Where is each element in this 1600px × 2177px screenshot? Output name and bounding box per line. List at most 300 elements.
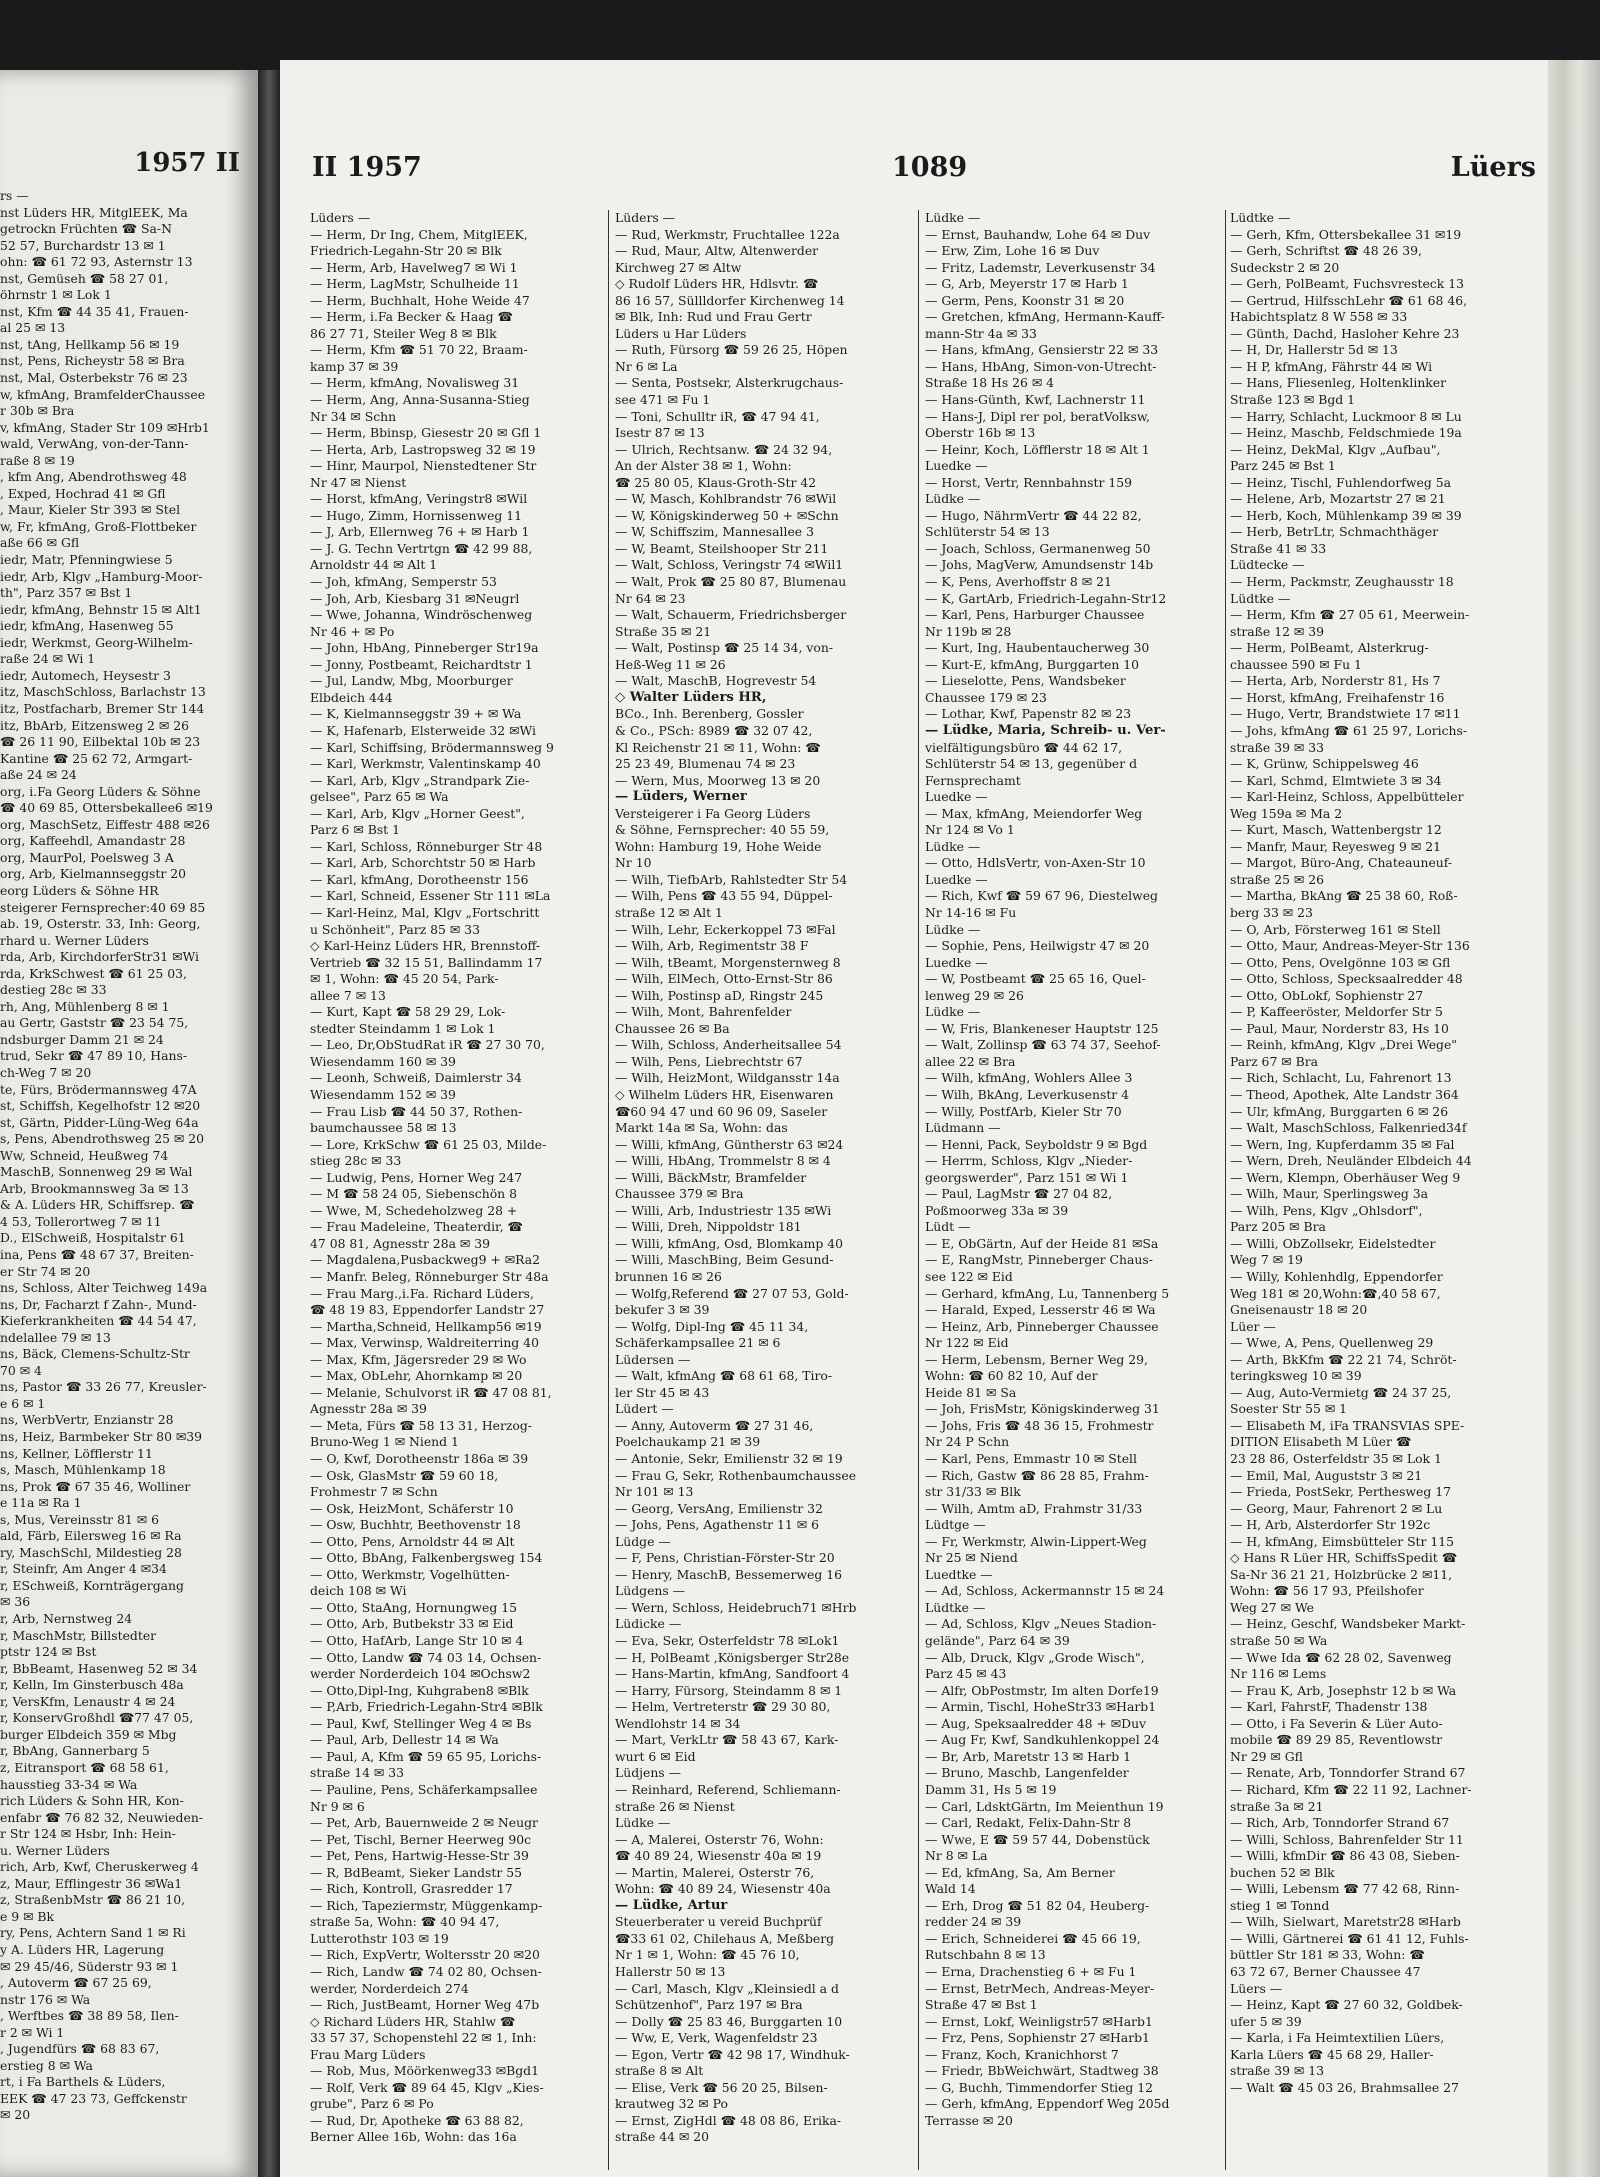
directory-entry-line: — P, Kaffeeröster, Meldorfer Str 5: [1230, 1004, 1443, 1020]
directory-entry-line: ☎ 25 80 05, Klaus-Groth-Str 42: [615, 474, 817, 490]
directory-entry-line: straße 44 ✉ 20: [615, 2129, 709, 2145]
directory-entry-line: Lüdgens —: [615, 1583, 686, 1599]
right-page: [280, 60, 1600, 2177]
page-catchword: Lüers: [1450, 152, 1536, 183]
directory-entry-line: wald, VerwAng, von-der-Tann-: [0, 436, 189, 452]
directory-entry-line: mann-Str 4a ✉ 33: [925, 325, 1037, 341]
directory-entry-line: — Ernst, Bauhandw, Lohe 64 ✉ Duv: [925, 226, 1151, 242]
directory-entry-line: — Willi, Arb, Industriestr 135 ✉Wi: [615, 1202, 832, 1218]
directory-entry-line: Nr 10: [615, 855, 652, 871]
directory-entry-line: straße 39 ✉ 33: [1230, 739, 1324, 755]
directory-entry-line: Lüdke —: [925, 210, 981, 225]
directory-entry-line: ptstr 124 ✉ Bst: [0, 1644, 97, 1660]
directory-entry-line: baumchaussee 58 ✉ 13: [310, 1120, 457, 1136]
directory-entry-line: z, StraßenbMstr ☎ 86 21 10,: [0, 1892, 186, 1908]
directory-entry-line: allee 22 ✉ Bra: [925, 1053, 1016, 1069]
directory-entry-line: — Wilh, Arb, Regimentstr 38 F: [615, 938, 809, 954]
directory-entry-line: — Johs, Pens, Agathenstr 11 ✉ 6: [615, 1517, 819, 1533]
directory-entry-line: — Heinz, Geschf, Wandsbeker Markt-: [1230, 1616, 1466, 1632]
directory-entry-line: — Joh, FrisMstr, Königskinderweg 31: [925, 1401, 1160, 1417]
directory-entry-line: — Walt, MaschB, Hogrevestr 54: [615, 673, 817, 689]
directory-entry-line: Nr 124 ✉ Vo 1: [925, 822, 1015, 838]
directory-entry-line: 4 53, Tollerortweg 7 ✉ 11: [0, 1213, 162, 1229]
directory-entry-line: — Karl-Heinz, Mal, Klgv „Fortschritt: [310, 904, 540, 920]
directory-entry-line: — Frau Marg.,i.Fa. Richard Lüders,: [310, 1285, 534, 1301]
directory-entry-line: — Wilh, Pens, Klgv „Ohlsdorf",: [1230, 1202, 1423, 1218]
directory-entry-line: bekufer 3 ✉ 39: [615, 1302, 710, 1318]
directory-entry-line: — H, Dr, Hallerstr 5d ✉ 13: [1230, 342, 1398, 358]
directory-entry-line: chaussee 590 ✉ Fu 1: [1230, 656, 1362, 672]
directory-entry-line: — Georg, Maur, Fahrenort 2 ✉ Lu: [1230, 1500, 1443, 1516]
directory-entry-line: — Max, kfmAng, Meiendorfer Weg: [925, 805, 1143, 821]
directory-entry-line: — Fritz, Lademstr, Leverkusenstr 34: [925, 259, 1156, 275]
directory-entry-line: Nr 122 ✉ Eid: [925, 1335, 1009, 1351]
directory-entry-line: — Henni, Pack, Seyboldstr 9 ✉ Bgd: [925, 1136, 1148, 1152]
directory-entry-line: — Hinr, Maurpol, Nienstedtener Str: [310, 458, 537, 474]
directory-entry-line: — Alfr, ObPostmstr, Im alten Dorfe19: [925, 1682, 1159, 1698]
directory-entry-line: — Horst, Vertr, Rennbahnstr 159: [925, 474, 1132, 490]
left-page: [0, 70, 258, 2177]
directory-entry-line: — Wilh, HeizMont, Wildgansstr 14a: [615, 1070, 840, 1086]
directory-entry-line: iedr, Matr, Pfenningwiese 5: [0, 552, 173, 568]
directory-entry-line: — Walt, Prok ☎ 25 80 87, Blumenau: [615, 574, 847, 590]
directory-entry-line: — Aug, Speksaalredder 48 + ✉Duv: [925, 1715, 1147, 1731]
directory-entry-line: — G, Arb, Meyerstr 17 ✉ Harb 1: [925, 276, 1129, 292]
directory-entry-line: Frau Marg Lüders: [310, 2046, 426, 2062]
directory-entry-line: ns, Dr, Facharzt f Zahn-, Mund-: [0, 1296, 197, 1312]
directory-entry-line: Straße 123 ✉ Bgd 1: [1230, 392, 1356, 408]
directory-entry-line: e 9 ✉ Bk: [0, 1908, 55, 1924]
directory-entry-line: — Gerh, Schriftst ☎ 48 26 39,: [1230, 243, 1422, 259]
directory-entry-line: Luedke —: [925, 789, 988, 805]
directory-entry-line: — Heinz, Kapt ☎ 27 60 32, Goldbek-: [1230, 1997, 1463, 2013]
directory-entry-line: — Germ, Pens, Koonstr 31 ✉ 20: [925, 292, 1125, 308]
directory-entry-line: r, Arb, Nernstweg 24: [0, 1611, 133, 1627]
directory-entry-line: — Helene, Arb, Mozartstr 27 ✉ 21: [1230, 491, 1446, 507]
directory-entry-line: Vertrieb ☎ 32 15 51, Ballindamm 17: [310, 954, 543, 970]
directory-entry-line: — Karl, Schneid, Essener Str 111 ✉La: [310, 888, 551, 904]
directory-entry-line: st, Gärtn, Pidder-Lüng-Weg 64a: [0, 1114, 199, 1130]
directory-entry-line: — Kurt, Kapt ☎ 58 29 29, Lok-: [310, 1004, 506, 1020]
directory-entry-line: werder Norderdeich 104 ✉Ochsw2: [310, 1666, 531, 1682]
directory-entry-line: th", Parz 357 ✉ Bst 1: [0, 585, 133, 601]
directory-entry-line: Lüdjens —: [615, 1765, 681, 1781]
directory-entry-line: — K, Kielmannseggstr 39 + ✉ Wa: [310, 706, 522, 722]
directory-entry-line: ◇ Hans R Lüer HR, SchiffsSpedit ☎: [1230, 1550, 1458, 1566]
directory-entry-line: — Paul, Arb, Dellestr 14 ✉ Wa: [310, 1732, 499, 1748]
directory-entry-line: — Karl, Schiffsing, Brödermannsweg 9: [310, 739, 554, 755]
directory-entry-line: — Rich, Kwf ☎ 59 67 96, Diestelweg: [925, 888, 1158, 904]
directory-entry-line: — Ernst, Lokf, Weinligstr57 ✉Harb1: [925, 2013, 1153, 2029]
directory-entry-line: org, MaschSetz, Eiffestr 488 ✉26: [0, 816, 210, 832]
directory-entry-line: — H, PolBeamt ,Königsberger Str28e: [615, 1649, 850, 1665]
directory-entry-line: — Walt ☎ 45 03 26, Brahmsallee 27: [1230, 2079, 1459, 2095]
directory-entry-line: — Walt, kfmAng ☎ 68 61 68, Tiro-: [615, 1368, 833, 1384]
directory-entry-line: ns, Kellner, Löfflerstr 11: [0, 1445, 153, 1461]
directory-entry-line: Parz 45 ✉ 43: [925, 1666, 1007, 1682]
directory-entry-line: itz, MaschSchloss, Barlachstr 13: [0, 684, 206, 700]
directory-entry-line: Berner Allee 16b, Wohn: das 16a: [310, 2129, 517, 2145]
directory-entry-line: ohn: ☎ 61 72 93, Asternstr 13: [0, 254, 193, 270]
directory-entry-line: — Paul, A, Kfm ☎ 59 65 95, Lorichs-: [310, 1748, 542, 1764]
directory-entry-line: Karla Lüers ☎ 45 68 29, Haller-: [1230, 2046, 1434, 2062]
directory-entry-line: — Erh, Drog ☎ 51 82 04, Heuberg-: [925, 1897, 1150, 1913]
directory-entry-line: — Otto,Dipl-Ing, Kuhgraben8 ✉Blk: [310, 1682, 529, 1698]
directory-entry-line: straße 25 ✉ 26: [1230, 871, 1324, 887]
directory-entry-line: — W, Fris, Blankeneser Hauptstr 125: [925, 1020, 1159, 1036]
directory-column-4: [1230, 210, 1530, 2170]
directory-entry-line: — Willi, ObZollsekr, Eidelstedter: [1230, 1235, 1436, 1251]
directory-entry-line: — J, Arb, Ellernweg 76 + ✉ Harb 1: [310, 524, 530, 540]
directory-entry-line: — Osw, Buchhtr, Beethovenstr 18: [310, 1517, 521, 1533]
directory-entry-line: — Wilh, Postinsp aD, Ringstr 245: [615, 987, 824, 1003]
directory-entry-line: rhard u. Werner Lüders: [0, 932, 149, 948]
directory-entry-line: — Karl, Arb, Schorchtstr 50 ✉ Harb: [310, 855, 536, 871]
directory-entry-line: Parz 6 ✉ Bst 1: [310, 822, 400, 838]
directory-entry-line: ndsburger Damm 21 ✉ 24: [0, 1031, 164, 1047]
directory-entry-line: — Wilh, ElMech, Otto-Ernst-Str 86: [615, 971, 833, 987]
directory-entry-line: Nr 9 ✉ 6: [310, 1798, 365, 1814]
directory-entry-line: steigerer Fernsprecher:40 69 85: [0, 899, 206, 915]
directory-entry-line: — Harald, Exped, Lesserstr 46 ✉ Wa: [925, 1302, 1156, 1318]
directory-entry-line: Luedke —: [925, 871, 988, 887]
directory-entry-line: — Meta, Fürs ☎ 58 13 31, Herzog-: [310, 1417, 532, 1433]
directory-entry-line: ns, Schloss, Alter Teichweg 149a: [0, 1280, 208, 1296]
directory-entry-line: — Carl, LdsktGärtn, Im Meienthun 19: [925, 1798, 1164, 1814]
directory-entry-line: — Walt, Zollinsp ☎ 63 74 37, Seehof-: [925, 1037, 1161, 1053]
directory-entry-line: — Hans-Martin, kfmAng, Sandfoort 4: [615, 1666, 850, 1682]
directory-entry-line: — Aug Fr, Kwf, Sandkuhlenkoppel 24: [925, 1732, 1160, 1748]
directory-entry-line: Lüdmann —: [925, 1120, 1001, 1136]
directory-entry-line: Gneisenaustr 18 ✉ 20: [1230, 1302, 1368, 1318]
directory-entry-line: rt, i Fa Barthels & Lüders,: [0, 2074, 166, 2090]
directory-entry-line: Luedtke —: [925, 1566, 993, 1582]
directory-entry-line: iedr, Automech, Heysestr 3: [0, 667, 171, 683]
directory-entry-line: stieg 28c ✉ 33: [310, 1153, 402, 1169]
directory-entry-line: Straße 35 ✉ 21: [615, 623, 712, 639]
directory-entry-line: — Wilh, kfmAng, Wohlers Allee 3: [925, 1070, 1133, 1086]
directory-entry-line: — Martha, BkAng ☎ 25 38 60, Roß-: [1230, 888, 1458, 904]
directory-entry-line: — Wilh, Amtm aD, Frahmstr 31/33: [925, 1500, 1143, 1516]
directory-entry-line: , Exped, Hochrad 41 ✉ Gfl: [0, 485, 166, 501]
directory-entry-line: — Rich, Schlacht, Lu, Fahrenort 13: [1230, 1070, 1452, 1086]
directory-entry-line: — Richard, Kfm ☎ 22 11 92, Lachner-: [1230, 1781, 1472, 1797]
directory-entry-line: — Wilh, Pens ☎ 43 55 94, Düppel-: [615, 888, 833, 904]
directory-entry-line: raße 24 ✉ Wi 1: [0, 651, 96, 667]
directory-entry-line: ✉ Blk, Inh: Rud und Frau Gertr: [615, 309, 812, 325]
directory-entry-line: — Herm, Bbinsp, Giesestr 20 ✉ Gfl 1: [310, 425, 542, 441]
directory-entry-line: enfabr ☎ 76 82 32, Neuwieden-: [0, 1809, 203, 1825]
directory-entry-line: — Wwe, E ☎ 59 57 44, Dobenstück: [925, 1831, 1150, 1847]
directory-entry-line: Schlüterstr 54 ✉ 13, gegenüber d: [925, 756, 1138, 772]
directory-entry-line: & Söhne, Fernsprecher: 40 55 59,: [615, 822, 830, 838]
directory-entry-line: Fernsprechamt: [925, 772, 1021, 788]
directory-entry-line: — Otto, Schloss, Specksaalredder 48: [1230, 971, 1463, 987]
directory-entry-line: — Herta, Arb, Lastropsweg 32 ✉ 19: [310, 441, 536, 457]
directory-entry-line: Poßmoorweg 33a ✉ 39: [925, 1202, 1069, 1218]
directory-entry-line: ufer 5 ✉ 39: [1230, 2013, 1302, 2029]
directory-entry-line: — Willi, Lebensm ☎ 77 42 68, Rinn-: [1230, 1881, 1460, 1897]
directory-entry-line: — Herm, Kfm ☎ 51 70 22, Braam-: [310, 342, 528, 358]
directory-entry-line: straße 12 ✉ Alt 1: [615, 904, 723, 920]
directory-entry-line: Nr 116 ✉ Lems: [1230, 1666, 1327, 1682]
directory-entry-line: Arnoldstr 44 ✉ Alt 1: [310, 557, 438, 573]
directory-entry-line: ns, Heiz, Barmbeker Str 80 ✉39: [0, 1429, 203, 1445]
directory-entry-line: Ww, Schneid, Heußweg 74: [0, 1147, 169, 1163]
directory-entry-line: — Herrm, Schloss, Klgv „Nieder-: [925, 1153, 1133, 1169]
directory-entry-line: — Rich, Gastw ☎ 86 28 85, Frahm-: [925, 1467, 1149, 1483]
directory-entry-line: burger Elbdeich 359 ✉ Mbg: [0, 1726, 177, 1742]
directory-entry-line: Lüdge —: [615, 1533, 671, 1549]
directory-entry-line: nst, tAng, Hellkamp 56 ✉ 19: [0, 336, 180, 352]
directory-entry-line: Heß-Weg 11 ✉ 26: [615, 656, 726, 672]
directory-entry-line: — Reinh, kfmAng, Klgv „Drei Wege": [1230, 1037, 1457, 1053]
directory-entry-line: — Otto, i Fa Severin & Lüer Auto-: [1230, 1715, 1443, 1731]
directory-entry-line: — Hans, kfmAng, Gensierstr 22 ✉ 33: [925, 342, 1159, 358]
directory-entry-line: — Frau Madeleine, Theaterdir, ☎: [310, 1219, 523, 1235]
directory-entry-line: ☎33 61 02, Chilehaus A, Meßberg: [615, 1930, 835, 1946]
directory-entry-line: — Heinz, Arb, Pinneberger Chaussee: [925, 1318, 1159, 1334]
directory-entry-line: Nr 25 ✉ Niend: [925, 1550, 1018, 1566]
directory-entry-line: org, Kaffeehdl, Amandastr 28: [0, 833, 186, 849]
directory-entry-line: ◇ Wilhelm Lüders HR, Eisenwaren: [615, 1086, 834, 1102]
directory-entry-line: Sa-Nr 36 21 21, Holzbrücke 2 ✉11,: [1230, 1566, 1453, 1582]
directory-entry-line: — Otto, Landw ☎ 74 03 14, Ochsen-: [310, 1649, 542, 1665]
directory-entry-line: e 6 ✉ 1: [0, 1395, 46, 1411]
directory-entry-line: — Margot, Büro-Ang, Chateauneuf-: [1230, 855, 1453, 871]
directory-entry-line: — Wwe, Johanna, Windröschenweg: [310, 607, 533, 623]
directory-entry-line: trud, Sekr ☎ 47 89 10, Hans-: [0, 1048, 188, 1064]
directory-entry-line: An der Alster 38 ✉ 1, Wohn:: [615, 458, 792, 474]
directory-entry-line: — Martin, Malerei, Osterstr 76,: [615, 1864, 815, 1880]
directory-entry-line: aße 24 ✉ 24: [0, 767, 77, 783]
directory-entry-line: — Leonh, Schweiß, Daimlerstr 34: [310, 1070, 522, 1086]
directory-entry-line: — Anny, Autoverm ☎ 27 31 46,: [615, 1417, 814, 1433]
directory-entry-line: Lüdtke —: [925, 1599, 986, 1615]
directory-entry-line: ry, MaschSchl, Mildestieg 28: [0, 1544, 182, 1560]
directory-entry-line: — Johs, MagVerw, Amundsenstr 14b: [925, 557, 1154, 573]
directory-entry-line: — Erw, Zim, Lohe 16 ✉ Duv: [925, 243, 1100, 259]
directory-entry-line: Lüdke —: [615, 1815, 671, 1831]
directory-entry-line: z, Maur, Efflingestr 36 ✉Wa1: [0, 1875, 183, 1891]
directory-entry-line: 47 08 81, Agnesstr 28a ✉ 39: [310, 1235, 490, 1251]
directory-entry-line: — Joh, Arb, Kiesbarg 31 ✉Neugrl: [310, 590, 520, 606]
directory-entry-line: — Karl, Arb, Klgv „Strandpark Zie-: [310, 772, 530, 788]
directory-entry-line: — Rud, Maur, Altw, Altenwerder: [615, 243, 819, 259]
directory-entry-line: — Ad, Schloss, Ackermannstr 15 ✉ 24: [925, 1583, 1165, 1599]
directory-entry-line: rich, Arb, Kwf, Cheruskerweg 4: [0, 1859, 199, 1875]
directory-entry-line: — Helm, Vertreterstr ☎ 29 30 80,: [615, 1699, 831, 1715]
directory-entry-line: Steuerberater u vereid Buchprüf: [615, 1914, 822, 1930]
directory-entry-line: — Herm, Ang, Anna-Susanna-Stieg: [310, 392, 530, 408]
directory-entry-line: rh, Ang, Mühlenberg 8 ✉ 1: [0, 998, 170, 1014]
directory-entry-line: Nr 24 P Schn: [925, 1434, 1010, 1450]
directory-entry-line: Agnesstr 28a ✉ 39: [310, 1401, 427, 1417]
directory-entry-line: Lüdtke —: [1230, 210, 1291, 225]
directory-entry-line: r, Steinfr, Am Anger 4 ✉34: [0, 1561, 167, 1577]
directory-entry-line: — Erich, Schneiderei ☎ 45 66 19,: [925, 1930, 1141, 1946]
directory-entry-line: — Wwe, A, Pens, Quellenweg 29: [1230, 1335, 1434, 1351]
directory-entry-line: Habichtsplatz 8 W 558 ✉ 33: [1230, 309, 1408, 325]
directory-entry-line: ☎ 26 11 90, Eilbektal 10b ✉ 23: [0, 734, 201, 750]
directory-entry-line: Lüdtke —: [1230, 590, 1291, 606]
directory-entry-line: — Karl, Werkmstr, Valentinskamp 40: [310, 756, 541, 772]
directory-entry-line: — Gerh, PolBeamt, Fuchsvresteck 13: [1230, 276, 1464, 292]
directory-entry-line: — Willi, Schloss, Bahrenfelder Str 11: [1230, 1831, 1464, 1847]
directory-column-2: [615, 210, 907, 2170]
directory-entry-line: nstr 176 ✉ Wa: [0, 1991, 91, 2007]
directory-entry-line: — Ed, kfmAng, Sa, Am Berner: [925, 1864, 1115, 1880]
directory-entry-line: — Karl, Schmd, Elmtwiete 3 ✉ 34: [1230, 772, 1442, 788]
directory-entry-line: Chaussee 179 ✉ 23: [925, 689, 1047, 705]
directory-entry-line: — Hans, Fliesenleg, Holtenklinker: [1230, 375, 1447, 391]
directory-entry-line: — Willi, kfmDir ☎ 86 43 08, Sieben-: [1230, 1848, 1460, 1864]
directory-entry-line: straße 12 ✉ 39: [1230, 623, 1324, 639]
directory-entry-line: — Reinhard, Referend, Schliemann-: [615, 1781, 841, 1797]
directory-entry-line: wurt 6 ✉ Eid: [615, 1748, 696, 1764]
directory-entry-line: nst Lüders HR, MitglEEK, Ma: [0, 204, 188, 220]
directory-entry-line: , Autoverm ☎ 67 25 69,: [0, 1975, 152, 1991]
directory-entry-line: Wendlohstr 14 ✉ 34: [615, 1715, 741, 1731]
directory-entry-line: — Kurt, Ing, Haubentaucherweg 30: [925, 640, 1150, 656]
directory-entry-line: iedr, Arb, Klgv „Hamburg-Moor-: [0, 568, 203, 584]
directory-entry-line: — Bruno, Maschb, Langenfelder: [925, 1765, 1129, 1781]
directory-entry-line: Kl Reichenstr 21 ✉ 11, Wohn: ☎: [615, 739, 821, 755]
directory-entry-line: — Hans, HbAng, Simon-von-Utrecht-: [925, 358, 1157, 374]
directory-entry-line: — Theod, Apothek, Alte Landstr 364: [1230, 1086, 1459, 1102]
directory-entry-line: — Manfr. Beleg, Rönneburger Str 48a: [310, 1269, 549, 1284]
directory-entry-line: — Lüdke, Maria, Schreib- u. Ver-: [925, 722, 1166, 738]
directory-entry-line: brunnen 16 ✉ 26: [615, 1269, 722, 1284]
directory-entry-line: straße 8 ✉ Alt: [615, 2063, 704, 2079]
directory-entry-line: Lüdtge —: [925, 1517, 986, 1533]
directory-entry-line: — Horst, kfmAng, Veringstr8 ✉Wil: [310, 491, 528, 507]
directory-entry-line: — Herb, BetrLtr, Schmachthäger: [1230, 524, 1439, 540]
directory-entry-line: — Wilh, Pens, Liebrechtstr 67: [615, 1053, 803, 1069]
directory-entry-line: ns, Prok ☎ 67 35 46, Wolliner: [0, 1478, 191, 1494]
directory-entry-line: erstieg 8 ✉ Wa: [0, 2057, 93, 2073]
directory-entry-line: — Osk, GlasMstr ☎ 59 60 18,: [310, 1467, 499, 1483]
directory-entry-line: nst, Mal, Osterbekstr 76 ✉ 23: [0, 370, 188, 386]
directory-entry-line: — Jul, Landw, Mbg, Moorburger: [310, 673, 513, 689]
book-gutter: [258, 70, 280, 2177]
directory-entry-line: — Otto, BbAng, Falkenbergsweg 154: [310, 1550, 543, 1566]
directory-entry-line: werder, Norderdeich 274: [310, 1980, 469, 1996]
directory-entry-line: str 31/33 ✉ Blk: [925, 1484, 1021, 1500]
directory-entry-line: — Rob, Mus, Möörkenweg33 ✉Bgd1: [310, 2063, 539, 2079]
page-edge-stack: [1548, 60, 1600, 2177]
directory-entry-line: Nr 34 ✉ Schn: [310, 408, 397, 424]
directory-entry-line: — Otto, ObLokf, Sophienstr 27: [1230, 987, 1424, 1003]
directory-entry-line: 63 72 67, Berner Chaussee 47: [1230, 1963, 1421, 1979]
directory-entry-line: — Harry, Schlacht, Luckmoor 8 ✉ Lu: [1230, 408, 1462, 424]
directory-entry-line: w, kfmAng, BramfelderChaussee: [0, 386, 206, 402]
directory-entry-line: ◇ Rudolf Lüders HR, Hdlsvtr. ☎: [615, 276, 819, 292]
directory-entry-line: — Heinr, Koch, Löfflerstr 18 ✉ Alt 1: [925, 441, 1150, 457]
directory-entry-line: Wohn: ☎ 40 89 24, Wiesenstr 40a: [615, 1881, 831, 1897]
directory-entry-line: — Paul, Maur, Norderstr 83, Hs 10: [1230, 1020, 1449, 1036]
directory-entry-line: — Carl, Masch, Klgv „Kleinsiedl a d: [615, 1980, 839, 1996]
directory-entry-line: — P,Arb, Friedrich-Legahn-Str4 ✉Blk: [310, 1699, 543, 1715]
directory-entry-line: — Wern, Ing, Kupferdamm 35 ✉ Fal: [1230, 1136, 1455, 1152]
directory-entry-line: — Alb, Druck, Klgv „Grode Wisch",: [925, 1649, 1145, 1665]
directory-entry-line: — Willi, Dreh, Nippoldstr 181: [615, 1219, 802, 1235]
directory-entry-line: grube", Parz 6 ✉ Po: [310, 2096, 434, 2112]
directory-entry-line: — Carl, Redakt, Felix-Dahn-Str 8: [925, 1815, 1132, 1831]
directory-entry-line: — Ww, E, Verk, Wagenfeldstr 23: [615, 2030, 818, 2046]
directory-entry-line: iedr, Werkmst, Georg-Wilhelm-: [0, 634, 193, 650]
directory-entry-line: Lüdke —: [925, 921, 981, 937]
directory-entry-line: Chaussee 26 ✉ Ba: [615, 1020, 730, 1036]
directory-entry-line: — Walt, Schloss, Veringstr 74 ✉Wil1: [615, 557, 844, 573]
directory-entry-line: — Lothar, Kwf, Papenstr 82 ✉ 23: [925, 706, 1132, 722]
directory-entry-line: — Gerhard, kfmAng, Lu, Tannenberg 5: [925, 1285, 1170, 1301]
directory-entry-line: — Rich, JustBeamt, Horner Weg 47b: [310, 1997, 540, 2013]
directory-entry-line: buchen 52 ✉ Blk: [1230, 1864, 1335, 1880]
directory-entry-line: — H P, kfmAng, Fährstr 44 ✉ Wi: [1230, 358, 1433, 374]
directory-entry-line: r, Kelln, Im Ginsterbusch 48a: [0, 1677, 184, 1693]
directory-entry-line: D., ElSchweiß, Hospitalstr 61: [0, 1230, 186, 1246]
directory-entry-line: — Harry, Fürsorg, Steindamm 8 ✉ 1: [615, 1682, 843, 1698]
directory-entry-line: — Leo, Dr,ObStudRat iR ☎ 27 30 70,: [310, 1037, 545, 1053]
directory-entry-line: — Joach, Schloss, Germanenweg 50: [925, 540, 1151, 556]
directory-entry-line: — F, Pens, Christian-Förster-Str 20: [615, 1550, 835, 1566]
directory-entry-line: — Hugo, NährmVertr ☎ 44 22 82,: [925, 507, 1142, 523]
directory-entry-line: , kfm Ang, Abendrothsweg 48: [0, 469, 187, 485]
directory-entry-line: — Pet, Arb, Bauernweide 2 ✉ Neugr: [310, 1815, 538, 1831]
directory-entry-line: — Herm, LagMstr, Schulheide 11: [310, 276, 520, 292]
directory-entry-line: öhrnstr 1 ✉ Lok 1: [0, 287, 112, 303]
directory-entry-line: — Friedr, BbWeichwärt, Stadtweg 38: [925, 2063, 1159, 2079]
directory-entry-line: — Heinz, Maschb, Feldschmiede 19a: [1230, 425, 1462, 441]
directory-entry-line: Lüdert —: [615, 1401, 674, 1417]
directory-entry-line: — Heinz, DekMal, Klgv „Aufbau",: [1230, 441, 1441, 457]
directory-entry-line: Rutschbahn 8 ✉ 13: [925, 1947, 1046, 1963]
directory-entry-line: Poelchaukamp 21 ✉ 39: [615, 1434, 761, 1450]
directory-entry-line: Kirchweg 27 ✉ Altw: [615, 259, 742, 275]
directory-entry-line: — E, RangMstr, Pinneberger Chaus-: [925, 1252, 1153, 1268]
directory-entry-line: — H, Arb, Alsterdorfer Str 192c: [1230, 1517, 1431, 1533]
directory-entry-line: — Otto, Pens, Ovelgönne 103 ✉ Gfl: [1230, 954, 1451, 970]
directory-entry-line: — Otto, Werkmstr, Vogelhütten-: [310, 1566, 510, 1582]
directory-entry-line: r 30b ✉ Bra: [0, 403, 75, 419]
directory-entry-line: — Rud, Werkmstr, Fruchtallee 122a: [615, 226, 840, 242]
directory-entry-line: — Eva, Sekr, Osterfeldstr 78 ✉Lok1: [615, 1633, 840, 1649]
directory-entry-line: — Herm, Arb, Havelweg7 ✉ Wi 1: [310, 259, 518, 275]
directory-entry-line: — Manfr, Maur, Reyesweg 9 ✉ 21: [1230, 838, 1441, 854]
directory-entry-line: — Ernst, BetrMech, Andreas-Meyer-: [925, 1980, 1155, 1996]
directory-entry-line: — Antonie, Sekr, Emilienstr 32 ✉ 19: [615, 1451, 843, 1467]
directory-entry-line: r, MaschMstr, Billstedter: [0, 1627, 157, 1643]
directory-entry-line: — K, Pens, Averhoffstr 8 ✉ 21: [925, 574, 1112, 590]
directory-entry-line: Parz 67 ✉ Bra: [1230, 1053, 1318, 1069]
directory-entry-line: Markt 14a ✉ Sa, Wohn: das: [615, 1120, 788, 1136]
page-section-year: II 1957: [312, 152, 422, 183]
directory-entry-line: raße 8 ✉ 19: [0, 452, 75, 468]
directory-entry-line: straße 3a ✉ 21: [1230, 1798, 1324, 1814]
directory-entry-line: — Martha,Schneid, Hellkamp56 ✉19: [310, 1318, 542, 1334]
directory-entry-line: — Herm, Lebensm, Berner Weg 29,: [925, 1351, 1148, 1367]
directory-entry-line: — Rich, Arb, Tonndorfer Strand 67: [1230, 1815, 1450, 1831]
directory-entry-line: — Br, Arb, Maretstr 13 ✉ Harb 1: [925, 1748, 1131, 1764]
directory-entry-line: — K, Grünw, Schippelsweg 46: [1230, 756, 1419, 772]
directory-entry-line: Lutterothstr 103 ✉ 19: [310, 1930, 449, 1946]
directory-entry-line: Versteigerer i Fa Georg Lüders: [615, 805, 811, 821]
directory-entry-line: — Wern, Schloss, Heidebruch71 ✉Hrb: [615, 1599, 857, 1615]
directory-entry-line: 25 23 49, Blumenau 74 ✉ 23: [615, 756, 796, 772]
directory-entry-line: redder 24 ✉ 39: [925, 1914, 1022, 1930]
directory-entry-line: , Maur, Kieler Str 393 ✉ Stel: [0, 502, 181, 518]
